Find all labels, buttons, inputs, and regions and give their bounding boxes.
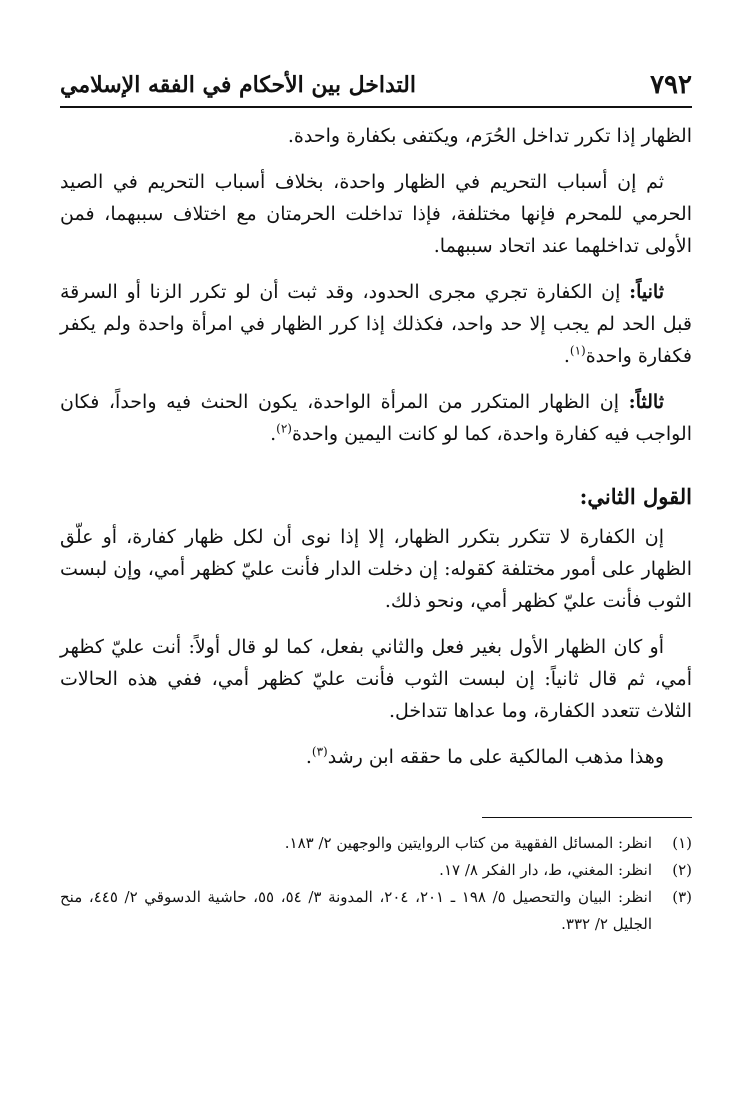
section-heading: القول الثاني: [579, 484, 692, 509]
paragraph [60, 276, 692, 372]
paragraph-lead: ثانياً: [629, 281, 664, 303]
paragraph-text: إن الكفارة تجري مجرى الحدود، وقد ثبت أن لو تكرر الزنا أو السرقة قبل الحد لم يجب إلا حد واحد، فكذلك إذا كرر الظهار في امرأة واحدة ولم يكفر فكفارة واحدة [60, 281, 692, 367]
paragraph: إن الكفارة لا تتكرر بتكرر الظهار، إلا إذا نوى أن لكل ظهار كفارة، أو علّق الظهار على أمور مختلفة كقوله: إن دخلت الدار فأنت عليّ كظهر أمي، وإن لبست الثوب فأنت عليّ كظهر أمي، ونحو ذلك. [60, 526, 692, 612]
footnote-divider [482, 817, 692, 818]
footnote-text: انظر: المغني، ط، دار الفكر ٨/ ١٧. [439, 861, 652, 879]
page-body [60, 108, 692, 938]
footnote [60, 830, 692, 857]
paragraph-end: . [270, 423, 277, 445]
paragraph-text: وهذا مذهب المالكية على ما حققه ابن رشد [327, 746, 664, 768]
paragraph: ثم إن أسباب التحريم في الظهار واحدة، بخلاف أسباب التحريم في الصيد الحرمي للمحرم فإنها مختلفة، فإذا تداخلت الحرمتان مع اختلاف سببهما، فمن الأولى تداخلهما عند اتحاد سببهما. [60, 171, 692, 257]
footnote-text: انظر: البيان والتحصيل ٥/ ١٩٨ ـ ٢٠١، ٢٠٤، المدونة ٣/ ٥٤، ٥٥، حاشية الدسوقي ٢/ ٤٤٥، منح الجليل ٢/ ٣٣٢. [60, 888, 653, 933]
footnote [60, 884, 692, 938]
footnote-ref[interactable]: (٢) [276, 421, 292, 436]
footnote-ref[interactable]: (١) [569, 343, 586, 358]
footnote-text: انظر: المسائل الفقهية من كتاب الروايتين والوجهين ٢/ ١٨٣. [284, 834, 652, 852]
paragraph-end: . [563, 345, 570, 367]
page-header [60, 60, 692, 108]
paragraph: الظهار إذا تكرر تداخل الحُرَم، ويكتفى بكفارة واحدة. [287, 125, 692, 147]
footnote-number: (١) [672, 834, 692, 852]
footnote-ref[interactable]: (٣) [311, 744, 328, 759]
paragraph [60, 386, 692, 450]
page-number: ٧٩٢ [650, 70, 692, 100]
footnotes [60, 830, 692, 938]
paragraph-end: . [305, 746, 312, 768]
running-title: التداخل بين الأحكام في الفقه الإسلامي [60, 72, 416, 98]
paragraph-text: إن الظهار المتكرر من المرأة الواحدة، يكون الحنث فيه واحداً، فكان الواجب فيه كفارة واحدة، كما لو كانت اليمين واحدة [60, 391, 692, 445]
footnote [60, 857, 692, 884]
paragraph: أو كان الظهار الأول بغير فعل والثاني بفعل، كما لو قال أولاً: أنت عليّ كظهر أمي، ثم قال ثانياً: إن لبست الثوب فأنت عليّ كظهر أمي، ففي هذه الحالات الثلاث تتعدد الكفارة، وما عداها تتداخل. [60, 636, 692, 722]
book-page [60, 60, 692, 938]
paragraph-lead: ثالثاً: [628, 391, 664, 413]
paragraph [60, 741, 692, 773]
footnote-number: (٣) [672, 888, 692, 906]
footnote-number: (٢) [672, 861, 692, 879]
